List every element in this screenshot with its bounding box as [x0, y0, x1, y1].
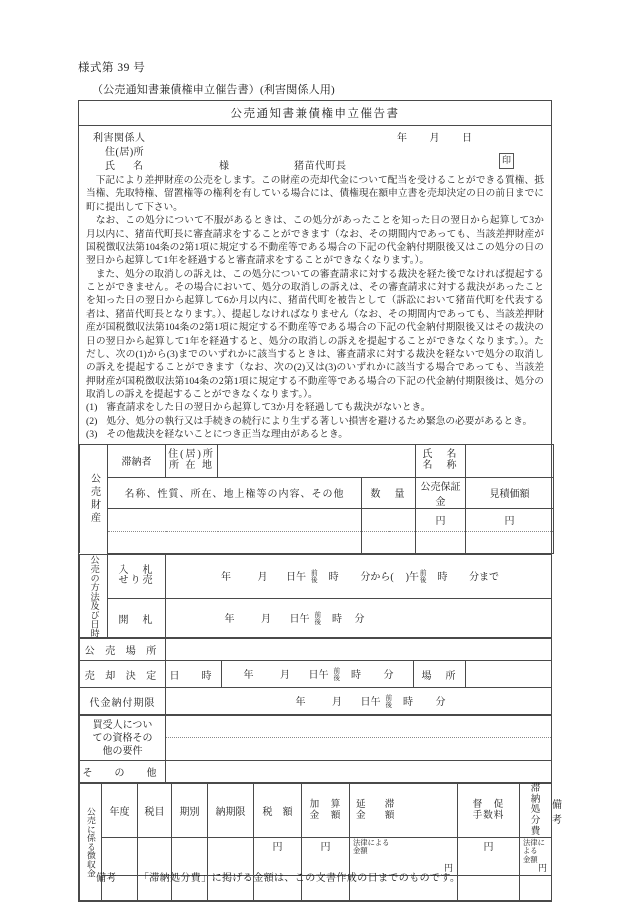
- tax-header-row: 公売に係る徴収金 年度 税目 期別 納期限 税 額 加 算 金 額 延 滞 金 額 督 促 手数料 滞 納 処 分 費 備考: [80, 784, 552, 838]
- venue-label: 公 売 場 所: [80, 639, 166, 661]
- property-appraisal-header: 見積価額: [466, 477, 554, 508]
- exception-item-1-text: 審査請求をした日の翌日から起算して3か月を経過しても裁決がないとき。: [106, 402, 431, 414]
- property-deposit-cell[interactable]: [416, 531, 466, 553]
- property-table: [79, 444, 554, 554]
- property-deposit-header: 公売保証金: [416, 477, 466, 508]
- interested-party-label: 利害関係人: [93, 133, 146, 144]
- venue-row: [80, 639, 552, 661]
- buyer-requirements-value[interactable]: [166, 716, 552, 761]
- am-pm-toggle[interactable]: 前 後: [314, 612, 322, 626]
- tax-col-header-term: 期別: [172, 784, 208, 838]
- opening-row: [80, 599, 552, 638]
- property-description-header: 名称、性質、所在、地上権等の内容、その他: [108, 477, 362, 508]
- payment-deadline-label: 代金納付期限: [80, 688, 166, 715]
- exception-item-2: [86, 415, 544, 428]
- body-paragraph-2: なお、この処分について不服があるときは、この処分があったことを知った日の翌日から起算して3か月以内に、猪苗代町長に審査請求をすることができます（なお、その期間内であっても、当該差押財産が国税徴収法第104条の2第1項に規定する不動産等である場合の下記の代金納付期限後又はこの処分の日の翌日から起算して1年を経過すると審査請求をすることができなくなります。）。: [86, 215, 544, 267]
- property-quantity-cell[interactable]: [362, 508, 416, 531]
- table-row: [80, 531, 554, 553]
- legal-amount-note: 法律による 金額: [523, 838, 545, 864]
- legal-amount-note: 法律による 金額: [353, 838, 390, 856]
- open-datetime-cell[interactable]: 年 月 日午 前 後 時 分: [166, 599, 552, 638]
- property-quantity-cell[interactable]: [362, 531, 416, 553]
- venue-value[interactable]: [166, 639, 552, 661]
- issuer-name: 猪苗代町長: [294, 161, 347, 172]
- buyer-requirements-label: 買受人につい ての資格その 他の要件: [80, 716, 166, 761]
- other-label: そ の 他: [80, 761, 166, 783]
- owner-address-label: 住(居)所 所 在 地: [166, 444, 218, 477]
- exception-item-1-number: (1): [86, 402, 98, 414]
- owner-name-value[interactable]: [466, 444, 554, 477]
- am-pm-toggle[interactable]: 前 後: [310, 570, 318, 584]
- buyer-requirements-row: [80, 716, 552, 761]
- property-quantity-header: 数 量: [362, 477, 416, 508]
- property-owner-row: [80, 444, 554, 477]
- property-column-header-row: [80, 477, 554, 508]
- addressee-address-label: 住(居)所: [105, 147, 145, 158]
- table-row: [80, 508, 554, 531]
- sale-decision-label: 売 却 決 定: [80, 661, 166, 688]
- document-title: 公売通知書兼債権申立催告書: [79, 101, 551, 126]
- am-pm-toggle[interactable]: 前 後: [333, 668, 341, 682]
- tax-col-header-delinquent-interest: 延 滞 金 額: [350, 784, 458, 838]
- tax-side-label: 公売に係る徴収金: [80, 784, 102, 901]
- tax-cell-demand-fee[interactable]: 円: [458, 838, 520, 876]
- footer-remark-text: 「滞納処分費」に掲げる金額は、この文書作成の日までのものです。: [138, 873, 461, 884]
- tax-col-header-fiscal-year: 年度: [102, 784, 138, 838]
- other-value[interactable]: [166, 761, 552, 783]
- owner-name-label: 氏 名 名 称: [416, 444, 466, 477]
- property-appraisal-cell[interactable]: [466, 531, 554, 553]
- exception-item-2-number: (2): [86, 415, 98, 427]
- tax-col-header-surcharge: 加 算 金 額: [302, 784, 350, 838]
- tax-cell-demand-fee[interactable]: [458, 876, 520, 901]
- tax-cell-disposition-cost[interactable]: [520, 876, 552, 901]
- sale-decision-place-label: 場 所: [414, 661, 466, 688]
- tax-col-header-due-date: 納期限: [208, 784, 254, 838]
- seal-icon: 印: [499, 153, 514, 169]
- buyer-requirement-table: [79, 715, 552, 783]
- venue-and-decision-table: [79, 638, 552, 715]
- tax-cell-tax-amount[interactable]: 円: [254, 838, 302, 876]
- exception-item-1: [86, 401, 544, 414]
- open-bid-label: 開 札: [108, 599, 166, 638]
- exception-item-2-text: 処分、処分の執行又は手続きの続行により生ずる著しい損害を避けるため緊急の必要があるとき。: [106, 415, 533, 427]
- payment-deadline-row: [80, 688, 552, 715]
- form-subtitle: （公売通知書兼債権申立催告書）(利害関係人用): [92, 84, 335, 96]
- tax-col-header-demand-fee: 督 促 手数料: [458, 784, 520, 838]
- am-pm-toggle[interactable]: 前 後: [419, 570, 427, 584]
- footer-remark: [96, 869, 460, 884]
- auction-method-table: [79, 554, 552, 639]
- issue-date: [397, 129, 495, 144]
- property-description-cell[interactable]: [108, 508, 362, 531]
- exception-item-3: [86, 428, 544, 441]
- notice-body: [79, 173, 551, 444]
- tax-cell-surcharge[interactable]: 円: [302, 838, 350, 876]
- body-paragraph-3: また、処分の取消しの訴えは、この処分についての審査請求に対する裁決を経た後でなければ提起することができません。その場合において、処分の取消しの訴えは、その審査請求に対する裁決があったことを知った日の翌日から起算して6か月以内に、猪苗代町を被告として（訴訟において猪苗代町を代表する者は、猪苗代町長となります。）、提起しなければなりません（なお、その期間内であっても、当該差押財産が国税徴収法第104条の2第1項に規定する不動産等である場合の下記の代金納付期限後又はその裁決の日の翌日から起算して1年を経過すると、処分の取消しの訴えを提起することができなくなります。）。ただし、次の(1)から(3)までのいずれかに該当するときは、審査請求に対する裁決を経ないで処分の取消しの訴えを提起することができます（なお、次の(2)又は(3)のいずれかに該当する場合であっても、当該差押財産が国税徴収法第104条の2第1項に規定する不動産等である場合の下記の代金納付期限後は、処分の取消しの訴えを提起することができなくなります。）。: [86, 268, 544, 400]
- exception-item-3-number: (3): [86, 429, 98, 441]
- delinquent-label: 滞納者: [108, 444, 166, 477]
- sale-decision-row: [80, 661, 552, 688]
- date-month-label: 月: [429, 133, 440, 144]
- property-deposit-cell[interactable]: 円: [416, 508, 466, 531]
- sale-decision-place-value[interactable]: [466, 661, 552, 688]
- am-pm-toggle[interactable]: 前 後: [385, 695, 393, 709]
- date-day-label: 日: [462, 133, 473, 144]
- other-row: [80, 761, 552, 783]
- payment-deadline-cell[interactable]: 年 月 日午 前 後 時 分: [166, 688, 552, 715]
- auction-side-label: 公売の方法及び日時: [80, 554, 108, 638]
- addressee-block: [79, 126, 551, 173]
- property-description-cell[interactable]: [108, 531, 362, 553]
- body-paragraph-1: 下記により差押財産の公売をします。この財産の売却代金について配当を受けることができる質権、抵当権、先取特権、留置権等の権利を有している場合には、債権現在額申立書を売却決定の日の前日までに町に提出して下さい。: [86, 175, 544, 213]
- document-frame: [78, 100, 562, 902]
- owner-address-value[interactable]: [218, 444, 416, 477]
- tax-col-header-disposition-cost: 滞 納 処 分 費: [520, 784, 552, 838]
- footer-remark-label: 備考: [96, 873, 117, 884]
- tax-cell-disposition-cost[interactable]: 法律による 金額 円: [520, 838, 552, 876]
- honorific-label: 様: [219, 161, 229, 172]
- sale-decision-datetime-cell[interactable]: 年 月 日午 前 後 時 分: [222, 661, 414, 688]
- bidding-row: [80, 554, 552, 599]
- form-number: 様式第 39 号: [78, 62, 146, 74]
- bid-method-label: 入 札 せり売: [108, 554, 166, 599]
- tax-cell-delinquent-interest[interactable]: 法律による 金額 円: [350, 838, 458, 876]
- bid-datetime-cell[interactable]: 年 月 日午 前 後 時 分から( )午 前 後 時 分まで: [166, 554, 552, 599]
- date-year-label: 年: [397, 133, 408, 144]
- exception-item-3-text: その他裁決を経ないことにつき正当な理由があるとき。: [106, 429, 348, 441]
- tax-col-header-tax-amount: 税 額: [254, 784, 302, 838]
- property-appraisal-cell[interactable]: 円: [466, 508, 554, 531]
- tax-col-header-tax-item: 税目: [138, 784, 172, 838]
- addressee-name-label: 氏 名: [105, 161, 147, 172]
- property-side-label: 公売財産: [80, 444, 108, 553]
- sale-decision-datetime-label: 日 時: [166, 661, 222, 688]
